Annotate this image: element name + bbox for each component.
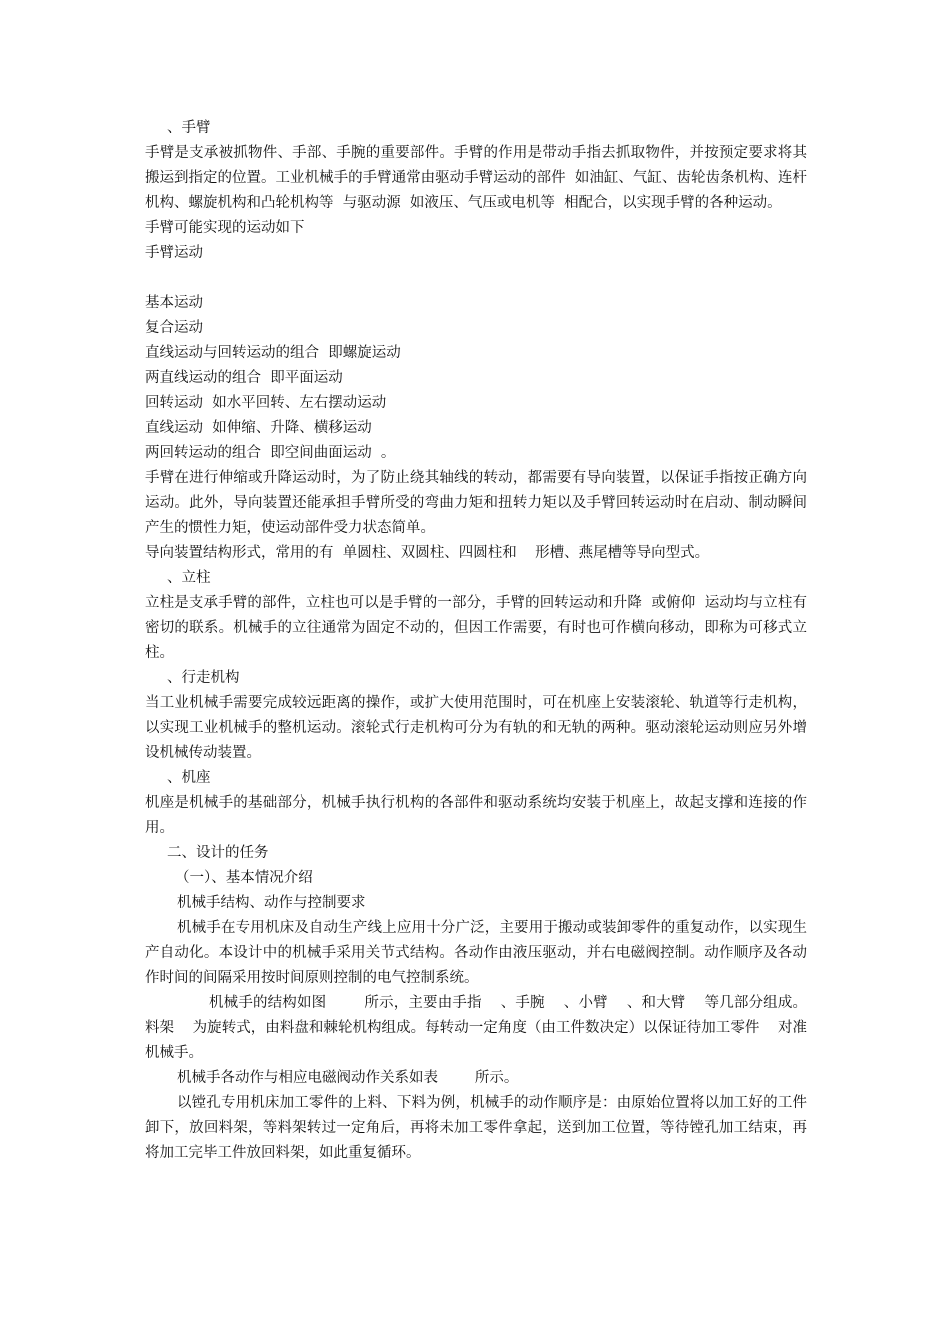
list-item-surface-motion: 两回转运动的组合 即空间曲面运动 。 — [145, 445, 396, 461]
paragraph-arm-motion-title: 手臂运动 — [145, 245, 203, 261]
paragraph-walking-mechanism: 当工业机械手需要完成较远距离的操作，或扩大使用范围时，可在机座上安装滚轮、轨道等行走机构，以实现工业机械手的整机运动。滚轮式行走机构可分为有轨的和无轨的两种。驱动滚轮运动则应另外增设机械传动装置。 — [145, 695, 807, 761]
list-item-compound-motion: 复合运动 — [145, 320, 203, 336]
heading-walking-mechanism: 、行走机构 — [167, 670, 240, 686]
paragraph-structure-overview: 机械手在专用机床及自动生产线上应用十分广泛，主要用于搬动或装卸零件的重复动作，以实现生产自动化。本设计中的机械手采用关节式结构。各动作由液压驱动，并右电磁阀控制。动作顺序及各动作时间的间隔采用按时间原则控制的电气控制系统。 — [145, 920, 807, 986]
paragraph-solenoid-table: 机械手各动作与相应电磁阀动作关系如表 所示。 — [177, 1070, 519, 1086]
list-item-linear-motion: 直线运动 如伸缩、升降、横移运动 — [145, 420, 372, 436]
heading-structure-requirements: 机械手结构、动作与控制要求 — [177, 895, 366, 911]
paragraph-guide-forms: 导向装置结构形式，常用的有 单圆柱、双圆柱、四圆柱和 形槽、燕尾槽等导向型式。 — [145, 545, 710, 561]
heading-basic-intro: （一）、基本情况介绍 — [175, 870, 313, 886]
heading-design-task: 二、设计的任务 — [167, 845, 269, 861]
paragraph-structure-figure: 机械手的结构如图 所示，主要由手指 、手腕 、小臂 、和大臂 等几部分组成。料架 为旋转式，由料盘和棘轮机构组成。每转动一定角度（由工件数决定）以保证待加工零件 对准机械手。 — [145, 995, 807, 1061]
paragraph-column: 立柱是支承手臂的部件，立柱也可以是手臂的一部分，手臂的回转运动和升降 或俯仰 运动均与立柱有密切的联系。机械手的立往通常为固定不动的，但因工作需要，有时也可作横向移动，即称为可移式立柱。 — [145, 595, 807, 661]
paragraph-base: 机座是机械手的基础部分，机械手执行机构的各部件和驱动系统均安装于机座上，故起支撑和连接的作用。 — [145, 795, 807, 836]
paragraph-arm-definition: 手臂是支承被抓物件、手部、手腕的重要部件。手臂的作用是带动手指去抓取物件，并按预定要求将其搬运到指定的位置。工业机械手的手臂通常由驱动手臂运动的部件 如油缸、气缸、齿轮齿条机构、连杆机构、螺旋机构和凸轮机构等 与驱动源 如液压、气压或电机等 相配合，以实现手臂的各种运动。 — [145, 145, 807, 211]
paragraph-guide-device: 手臂在进行伸缩或升降运动时，为了防止绕其轴线的转动，都需要有导向装置，以保证手指按正确方向运动。此外，导向装置还能承担手臂所受的弯曲力矩和扭转力矩以及手臂回转运动时在启动、制动瞬间产生的惯性力矩，使运动部件受力状态简单。 — [145, 470, 807, 536]
heading-arm: 、手臂 — [167, 120, 211, 136]
list-item-basic-motion: 基本运动 — [145, 295, 203, 311]
heading-column: 、立柱 — [167, 570, 211, 586]
heading-base: 、机座 — [167, 770, 211, 786]
list-item-rotary-motion: 回转运动 如水平回转、左右摆动运动 — [145, 395, 387, 411]
paragraph-arm-motions-intro: 手臂可能实现的运动如下 — [145, 220, 305, 236]
document-body — [145, 116, 807, 1166]
list-item-plane-motion: 两直线运动的组合 即平面运动 — [145, 370, 343, 386]
blank-line — [145, 266, 807, 291]
list-item-spiral-motion: 直线运动与回转运动的组合 即螺旋运动 — [145, 345, 401, 361]
paragraph-action-sequence: 以镗孔专用机床加工零件的上料、下料为例，机械手的动作顺序是：由原始位置将以加工好的工件卸下，放回料架，等料架转过一定角后，再将未加工零件拿起，送到加工位置，等待镗孔加工结束，再将加工完毕工件放回料架，如此重复循环。 — [145, 1095, 807, 1161]
